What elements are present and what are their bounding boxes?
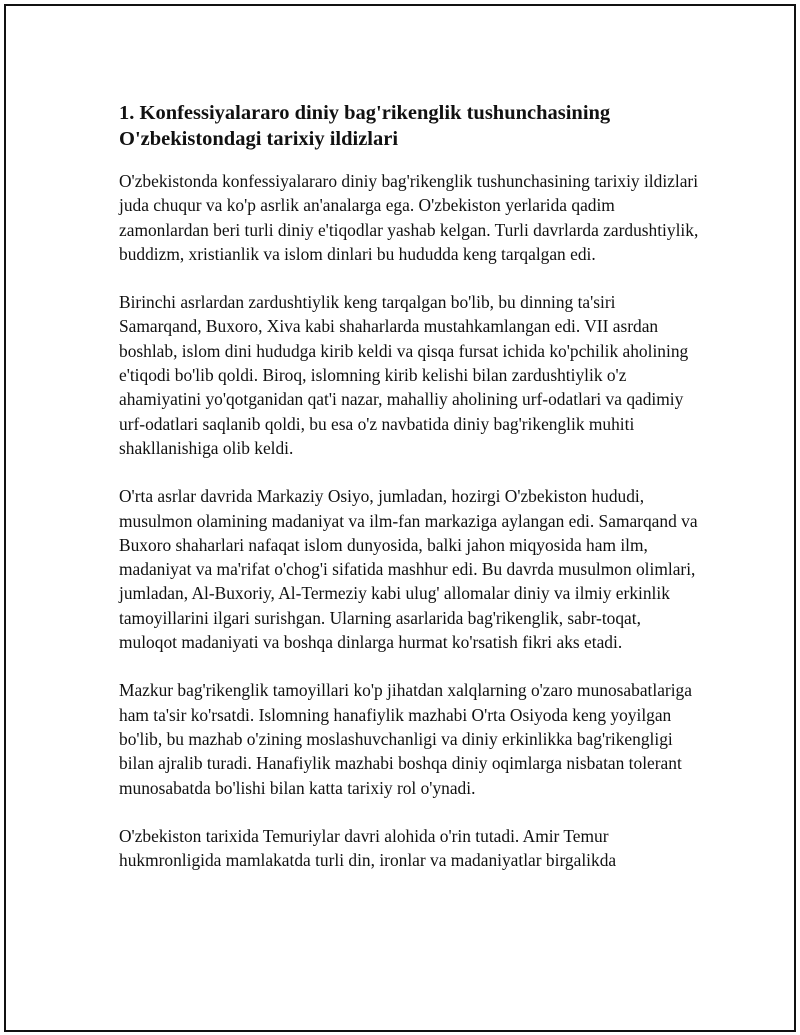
paragraph-3: O'rta asrlar davrida Markaziy Osiyo, jumladan, hozirgi O'zbekiston hududi, musulmon olamining madaniyat va ilm-fan markaziga aylangan edi. Samarqand va Buxoro shaharlari nafaqat islom dunyosida, balki jahon miqyosida ham ilm, madaniyat va ma'rifat o'chog'i sifatida mashhur edi. Bu davrda musulmon olimlari, jumladan, Al-Buxoriy, Al-Termeziy kabi ulug' allomalar diniy va ilmiy erkinlik tamoyillarini ilgari surishgan. Ularning asarlarida bag'rikenglik, sabr-toqat, muloqot madaniyati va boshqa dinlarga hurmat ko'rsatish fikri aks etadi.	[119, 486, 698, 653]
paragraph-1: O'zbekistonda konfessiyalararo diniy bag'rikenglik tushunchasining tarixiy ildizlari juda chuqur va ko'p asrlik an'analarga ega. O'zbekiston yerlarida qadim zamonlardan beri turli diniy e'tiqodlar yashab kelgan. Turli davrlarda zardushtiylik, buddizm, xristianlik va islom dinlari bu hududda keng tarqalgan edi.	[119, 171, 699, 264]
paragraph-5: O'zbekiston tarixida Temuriylar davri alohida o'rin tutadi. Amir Temur hukmronligida mamlakatda turli din, ironlar va madaniyatlar birgalikda	[119, 825, 617, 871]
document-body	[119, 100, 699, 896]
paragraph-4: Mazkur bag'rikenglik tamoyillari ko'p jihatdan xalqlarning o'zaro munosabatlariga ham ta'sir ko'rsatdi. Islomning hanafiylik mazhabi O'rta Osiyoda keng yoyilgan bo'lib, bu mazhab o'zining moslashuvchanligi va diniy erkinlikka bag'rikengligi bilan ajralib turadi. Hanafiylik mazhabi boshqa diniy oqimlarga nisbatan tolerant munosabatda bo'lishi bilan katta tarixiy rol o'ynadi.	[119, 680, 692, 798]
document-page	[4, 4, 796, 1032]
section-heading: 1. Konfessiyalararo diniy bag'rikenglik tushunchasining O'zbekistondagi tarixiy ildizlari	[119, 102, 611, 150]
paragraph-2: Birinchi asrlardan zardushtiylik keng tarqalgan bo'lib, bu dinning ta'siri Samarqand, Buxoro, Xiva kabi shaharlarda mustahkamlangan edi. VII asrdan boshlab, islom dini hududga kirib keldi va qisqa fursat ichida ko'pchilik aholining e'tiqodi bo'lib qoldi. Biroq, islomning kirib kelishi bilan zardushtiylik o'z ahamiyatini yo'qotganidan qat'i nazar, mahalliy aholining urf-odatlari va qadimiy urf-odatlari saqlanib qoldi, bu esa o'z navbatida diniy bag'rikenglik muhiti shakllanishiga olib keldi.	[119, 292, 689, 458]
